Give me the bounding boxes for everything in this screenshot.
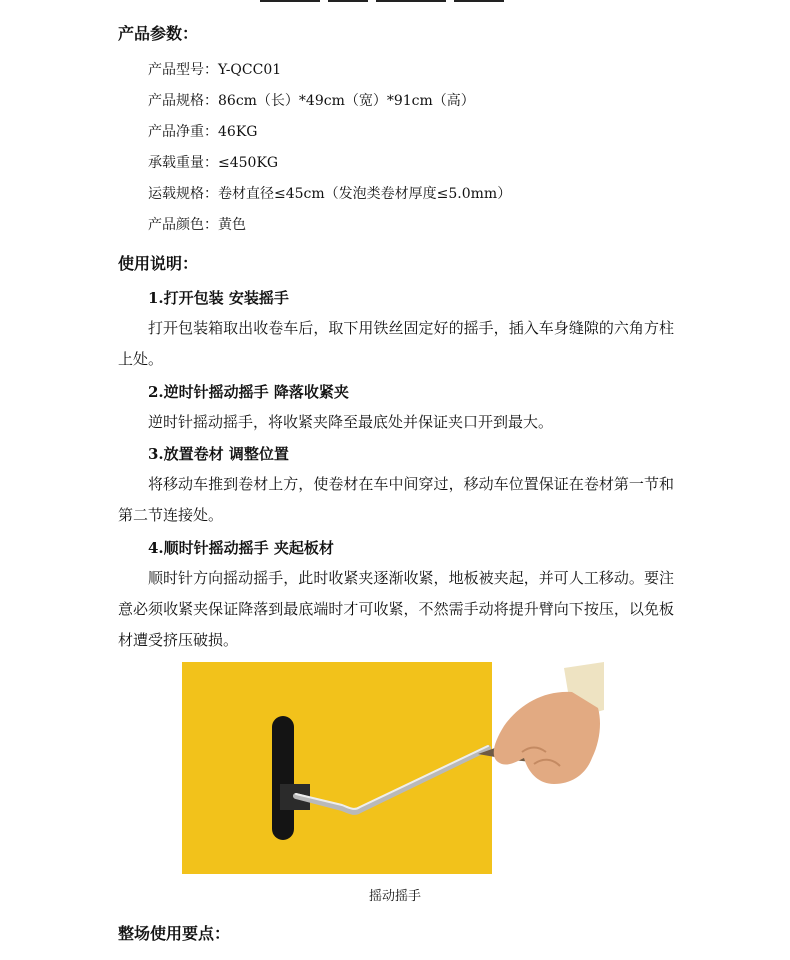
figure-caption: 摇动摇手 bbox=[368, 889, 421, 904]
param-capacity: 运载规格：卷材直径≤45cm（发泡类卷材厚度≤5.0mm） bbox=[148, 186, 512, 202]
param-model: 产品型号：Y-QCC01 bbox=[148, 62, 282, 78]
crank-photo bbox=[182, 662, 604, 874]
param-load: 承载重量：≤450KG bbox=[148, 155, 279, 171]
step-4-text: 顺时针方向摇动摇手，此时收紧夹逐渐收紧，地板被夹起，并可人工移动。要注意必须收紧夹保证降落到最底端时才可收紧，不然需手动将提升臂向下按压，以免板材遭受挤压破损。 bbox=[118, 569, 674, 649]
crank-slot bbox=[272, 716, 294, 840]
param-weight: 产品净重：46KG bbox=[148, 124, 258, 140]
param-color: 产品颜色：黄色 bbox=[148, 217, 246, 233]
step-1-title: 1.打开包装 安装摇手 bbox=[148, 289, 289, 307]
crank-photo-drawing bbox=[182, 662, 604, 874]
step-3-title: 3.放置卷材 调整位置 bbox=[148, 445, 289, 463]
params-heading: 产品参数： bbox=[118, 24, 199, 43]
usage-heading: 使用说明： bbox=[118, 254, 199, 273]
step-4-title: 4.顺时针摇动摇手 夹起板材 bbox=[148, 539, 334, 557]
step-2-title: 2.逆时针摇动摇手 降落收紧夹 bbox=[148, 383, 349, 401]
cropped-top-line bbox=[260, 0, 520, 2]
step-1-text: 打开包装箱取出收卷车后，取下用铁丝固定好的摇手，插入车身缝隙的六角方柱上处。 bbox=[118, 319, 674, 368]
next-section-heading: 整场使用要点： bbox=[118, 924, 231, 943]
step-2-text: 逆时针摇动摇手，将收紧夹降至最底处并保证夹口开到最大。 bbox=[148, 413, 554, 431]
step-3-text: 将移动车推到卷材上方，使卷材在车中间穿过，移动车位置保证在卷材第一节和第二节连接处。 bbox=[118, 475, 674, 524]
param-size: 产品规格：86cm（长）*49cm（宽）*91cm（高） bbox=[148, 93, 475, 109]
